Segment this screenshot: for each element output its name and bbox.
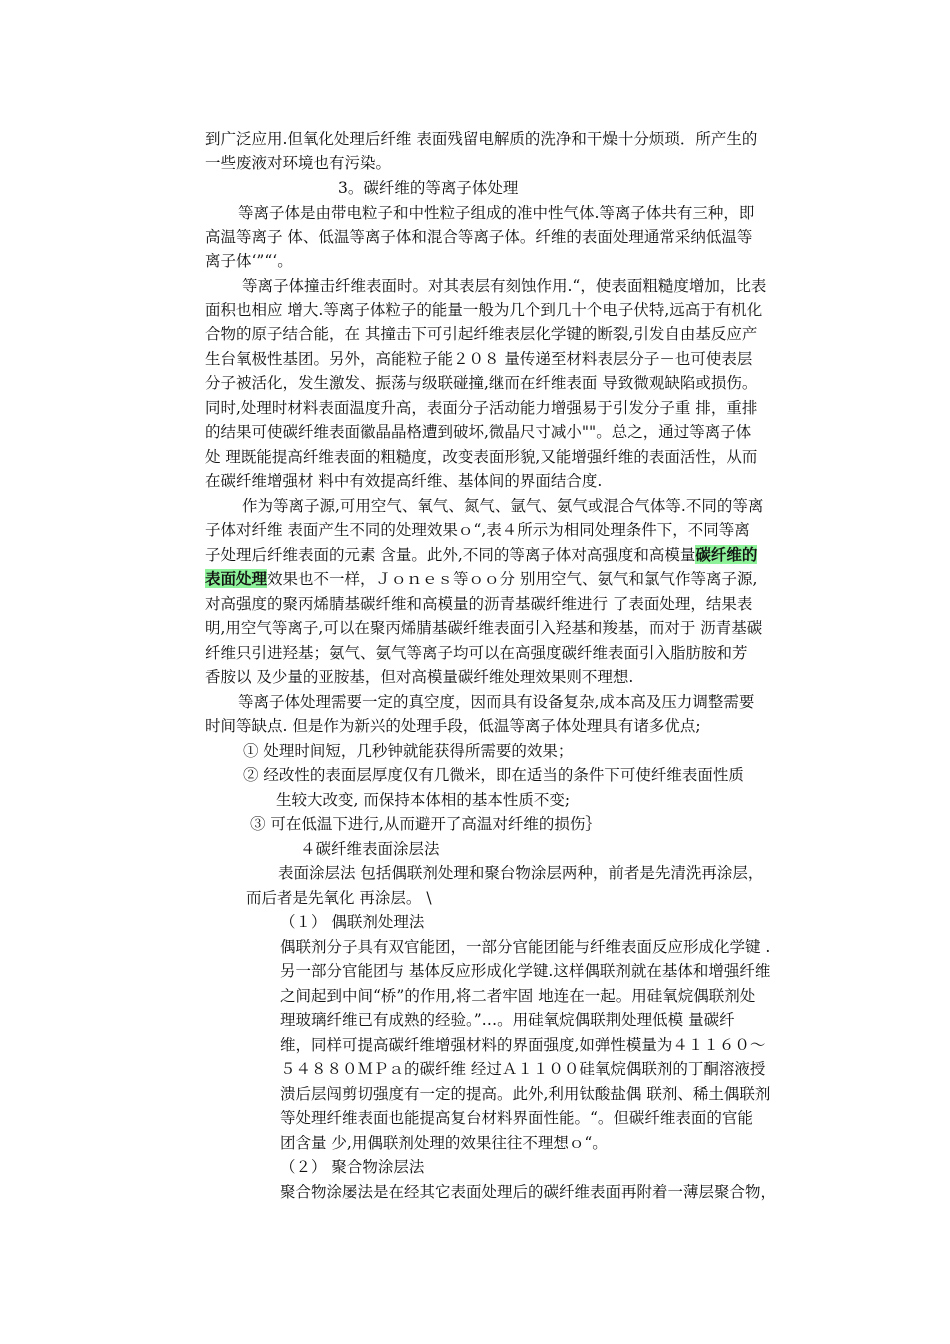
paragraph-line: 一些废液对环境也有污染。 [205,154,392,172]
paragraph-line [205,544,757,566]
paragraph-line: 明,用空气等离子,可以在聚丙烯腈基碳纤维表面引入羟基和羧基，而对于 沥青基碳 [205,619,763,637]
paragraph-line: 时间等缺点. 但是作为新兴的处理手段，低温等离子体处理具有诸多优点; [205,717,701,735]
paragraph-line: 理玻璃纤维已有成熟的经验。”…。用硅氧烷偶联荆处理低模 量碳纤 [280,1011,735,1029]
paragraph-line: 等离子体处理需要一定的真空度，因而具有设备复杂,成本高及压力调整需要 [238,693,755,711]
paragraph-line: 处 理既能提高纤维表面的粗糙度，改变表面形貌,又能增强纤维的表面活性，从而 [205,448,758,466]
section-heading: ４碳纤维表面涂层法 [300,840,440,858]
line-text: 子处理后纤维表面的元素 含量。此外,不同的等离子体对高强度和高模量 [205,546,696,564]
paragraph-line: 另一部分官能团与 基体反应形成化学键.这样偶联剂就在基体和增强纤维 [280,962,771,980]
paragraph-line: 等离子体撞击纤维表面时。对其表层有刻蚀作用.“，使表面粗糙度增加，比表 [242,277,767,295]
paragraph-line: 而后者是先氧化 再涂层。 \ [246,889,432,907]
paragraph-line: 同时,处理时材料表面温度升高，表面分子活动能力增强易于引发分子重 排，重排 [205,399,758,417]
list-item: ② 经改性的表面层厚度仅有几微米，即在适当的条件下可使纤维表面性质 [243,766,744,784]
list-item: ① 处理时间短，几秒钟就能获得所需要的效果； [243,742,574,760]
highlighted-text: 碳纤维的 [695,545,758,564]
paragraph-line: 等处理纤维表面也能提高复台材料界面性能。“。但碳纤维表面的官能 [280,1109,753,1127]
paragraph-line: 香胺以 及少量的亚胺基，但对高模量碳纤维处理效果则不理想. [205,668,634,686]
paragraph-line: 合物的原子结合能，在 其撞击下可引起纤维表层化学键的断裂,引发自由基反应产 [205,325,758,343]
paragraph-line: 溃后层闯剪切强度有一定的提高。此外,利用钛酸盐偶 联剂、稀土偶联剂 [280,1085,771,1103]
paragraph-line: 生台氧极性基团。另外，高能粒子能２０８ 量传递至材料表层分子－也可使表层 [205,350,753,368]
paragraph-line: 维，同样可提高碳纤维增强材料的界面强度,如弹性模量为４１１６０～ [280,1036,766,1054]
paragraph-line: 对高强度的聚丙烯腈基碳纤维和高模量的沥青基碳纤维进行 了表面处理，结果表 [205,595,753,613]
paragraph-line: 的结果可使碳纤维表面徽晶晶格遭到破坏,微晶尺寸减小""。总之，通过等离子体 [205,423,752,441]
paragraph-line: 分子被活化，发生激发、振荡与级联碰撞,继而在纤维表面 导致微观缺陷或损伤。 [205,374,758,392]
subsection-heading: （２） 聚合物涂层法 [280,1158,425,1176]
paragraph-line: 到广泛应用.但氧化处理后纤维 表面残留电解质的洗净和干燥十分烦琐．所产生的 [205,130,758,148]
paragraph-line [205,568,757,590]
paragraph-line: 纤维只引进羟基；氨气、氨气等离子均可以在高强度碳纤维表面引入脂肪胺和芳 [205,644,748,662]
paragraph-line: 高温等离子 体、低温等离子体和混合等离子体。纤维的表面处理通常采纳低温等 [205,228,753,246]
paragraph-line: 等离子体是由带电粒子和中性粒子组成的准中性气体.等离子体共有三种，即 [238,204,755,222]
list-item-continuation: 生较大改变, 而保持本体相的基本性质不变; [276,791,571,809]
paragraph-line: 作为等离子源,可用空气、氧气、氮气、氩气、氨气或混合气体等.不同的等离 [242,497,764,515]
subsection-heading: （１） 偶联剂处理法 [280,913,425,931]
paragraph-line: 表面涂层法 包括偶联剂处理和聚台物涂层两种，前者是先清洗再涂层， [278,864,764,882]
section-heading: 3。碳纤维的等离子体处理 [338,179,519,197]
paragraph-line: 离子体‘”“‘。 [205,252,293,270]
paragraph-line: 在碳纤维增强材 料中有效提高纤维、基体间的界面结合度. [205,472,603,490]
paragraph-line: 偶联剂分子具有双官能团，一部分官能团能与纤维表面反应形成化学键 . [280,938,771,956]
paragraph-line: ５４８８０ＭＰａ的碳纤维 经过Ａ１１００硅氧烷偶联剂的丁酮溶液授 [280,1060,766,1078]
list-item: ③ 可在低温下进行,从而避开了高温对纤维的损伤｝ [250,815,601,833]
paragraph-line: 聚合物涂屡法是在经其它表面处理后的碳纤维表面再附着一薄层聚合物， [280,1183,777,1201]
highlighted-text: 表面处理 [205,569,268,588]
paragraph-line: 面积也相应 增大.等离子体粒子的能量一般为几个到几十个电子伏特,远高于有机化 [205,301,763,319]
paragraph-line: 子体对纤维 表面产生不同的处理效果ｏ“,表４所示为相同处理条件下，不同等离 [205,521,750,539]
paragraph-line: 团含量 少,用偶联剂处理的效果往往不理想ｏ“。 [280,1134,608,1152]
line-text: 效果也不一样，Ｊｏｎｅｓ等ｏｏ分 别用空气、氨气和氯气作等离子源, [267,570,758,588]
paragraph-line: 之间起到中间“桥”的作用,将二者牢固 地连在一起。用硅氧烷偶联剂处 [280,987,756,1005]
